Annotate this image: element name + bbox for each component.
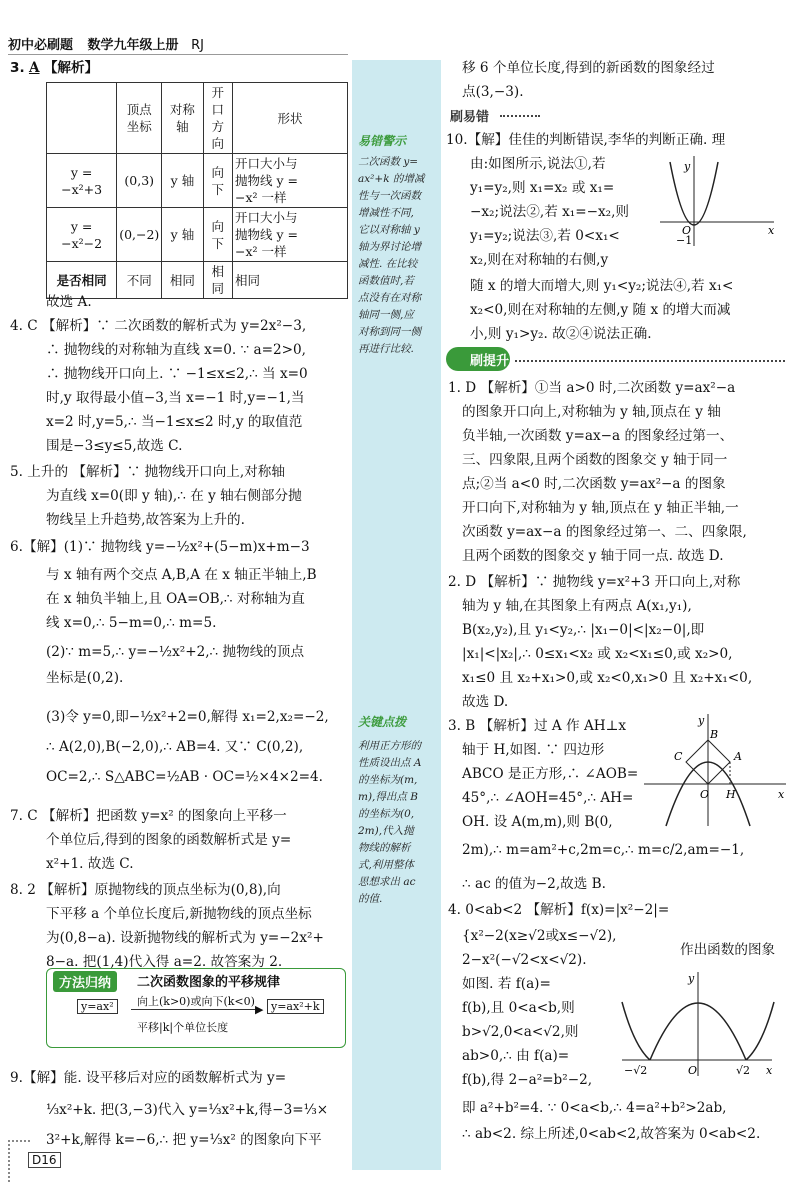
q10-line: 10.【解】佳佳的判断错误,李华的判断正确. 理 (446, 132, 726, 148)
left-line: ∴ 抛物线的对称轴为直线 x=0. ∵ a=2>0, (46, 342, 306, 358)
right-line: B(x₂,y₂),且 y₁<y₂,∴ |x₁−0|<|x₂−0|,即 (462, 622, 705, 638)
table-cell: 是否相同 (47, 262, 117, 299)
left-line: ∴ A(2,0),B(−2,0),∴ AB=4. 又∵ C(0,2), (46, 739, 304, 755)
side-note-line: 性质设出点 A (358, 757, 422, 769)
side-note-line: 性与一次函数 (358, 190, 421, 202)
right-line: x₁≤0 且 x₂+x₁>0,或 x₂<0,x₁>0 且 x₂+x₁<0, (462, 670, 753, 686)
q3-heading: 3. A 【解析】 (10, 60, 99, 76)
fig3-x-label: x (778, 788, 785, 801)
q10-line: −x₂;说法②,若 x₁=−x₂,则 (470, 204, 630, 220)
side-note-line: 它以对称轴 y (358, 224, 420, 236)
fig10-x-label: x (768, 224, 775, 237)
q10-line: y₁=y₂,则 x₁=x₂ 或 x₁= (470, 180, 615, 196)
section-dots (500, 115, 540, 117)
right-line: 的图象开口向上,对称轴为 y 轴,顶点在 y 轴 (462, 404, 721, 420)
right-line: f(b),且 0<a<b,则 (462, 1000, 575, 1016)
left-line: 3²+k,解得 k=−6,∴ 把 y=⅓x² 的图象向下平 (46, 1132, 322, 1148)
warn-text (358, 154, 438, 358)
right-line: 且两个函数的图象交 y 轴于同一点. 故选 D. (462, 548, 724, 564)
right-line: |x₁|<|x₂|,∴ 0≤x₁<x₂ 或 x₂<x₁≤0,或 x₂>0, (462, 646, 733, 662)
fig4-neg-root: −√2 (624, 1064, 648, 1077)
right-line: 轴于 H,如图. ∵ 四边形 (462, 742, 605, 758)
fig4-y-label: y (688, 972, 695, 985)
right-line: 2. D 【解析】∵ 抛物线 y=x²+3 开口向上,对称 (448, 574, 741, 590)
fig3-b: B (710, 728, 719, 741)
left-line: 7. C 【解析】把函数 y=x² 的图象向上平移一 (10, 808, 287, 824)
right-line: 2−x²(−√2<x<√2). (462, 952, 587, 968)
key-title: 关键点拨 (358, 715, 407, 729)
right-top-line: 移 6 个单位长度,得到的新函数的图象经过 (462, 60, 715, 76)
left-line: 物线呈上升趋势,故答案为上升的. (46, 512, 245, 528)
table-header-cell: 顶点 坐标 (117, 83, 162, 154)
side-note-line: 二次函数 y= (358, 156, 419, 168)
table-row (47, 208, 348, 262)
side-note-line: 轴为界讨论增 (358, 241, 421, 253)
fig4-pos-root: √2 (736, 1064, 751, 1077)
method-to: y=ax²+k (267, 999, 324, 1014)
figure-q4-parabola (618, 966, 778, 1078)
side-note-line: 思想求出 ac (358, 876, 416, 888)
method-from: y=ax² (77, 999, 118, 1014)
q10-line: 小,则 y₁>y₂. 故②④说法正确. (470, 326, 652, 342)
fig3-y-label: y (698, 714, 705, 727)
left-line: x=2 时,y=5,∴ 当−1≤x≤2 时,y 的取值范 (46, 414, 303, 430)
corner-decor (8, 1140, 30, 1182)
section-easy-errors: 刷易错 (450, 110, 490, 125)
right-line: ∴ ab<2. 综上所述,0<ab<2,故答案为 0<ab<2. (462, 1126, 761, 1142)
section-improve: 刷提升 (470, 354, 510, 369)
right-line: OH. 设 A(m,m),则 B(0, (462, 814, 613, 830)
side-note-line: ax²+k 的增减 (358, 173, 425, 185)
side-note-line: 函数值时,若 (358, 275, 414, 287)
fig3-h: H (726, 788, 736, 801)
fig3-c: C (674, 750, 683, 763)
table-cell: 向下 (203, 208, 232, 262)
side-note-line: 增减性不同, (358, 207, 414, 219)
side-note-line: 对称到同一侧 (358, 326, 421, 338)
left-line: 4. C 【解析】∵ 二次函数的解析式为 y=2x²−3, (10, 318, 307, 334)
figure-q3-square (640, 708, 790, 830)
table-cell: 开口大小与 抛物线 y = −x² 一样 (233, 154, 348, 208)
left-line: 为(0,8−a). 设新抛物线的解析式为 y=−2x²+ (46, 930, 324, 946)
right-line: 1. D 【解析】①当 a>0 时,二次函数 y=ax²−a (448, 380, 736, 396)
left-line: 6.【解】(1)∵ 抛物线 y=−½x²+(5−m)x+m−3 (10, 539, 310, 555)
page-header (8, 34, 204, 53)
left-line: (2)∵ m=5,∴ y=−½x²+2,∴ 抛物线的顶点 (46, 644, 305, 660)
side-note-line: 轴同一侧,应 (358, 309, 414, 321)
right-line: ABCO 是正方形,∴ ∠AOB= (462, 766, 639, 782)
q10-line: 由:如图所示,说法①,若 (470, 156, 606, 172)
left-line: 故选 A. (46, 294, 92, 310)
right-line: 4. 0<ab<2 【解析】f(x)=|x²−2|= (448, 902, 670, 918)
side-note-line: 利用正方形的 (358, 740, 421, 752)
table-cell: (0,−2) (117, 208, 162, 262)
table-cell: 不同 (117, 262, 162, 299)
right-line: f(b),得 2−a²=b²−2, (462, 1072, 593, 1088)
table-header-cell (47, 83, 117, 154)
left-line: 8. 2 【解析】原抛物线的顶点坐标为(0,8),向 (10, 882, 281, 898)
right-line: 故选 D. (462, 694, 509, 710)
left-line: 5. 上升的 【解析】∵ 抛物线开口向上,对称轴 (10, 464, 285, 480)
q10-line: 随 x 的增大而增大,则 y₁<y₂;说法④,若 x₁< (470, 278, 734, 294)
table-row (47, 154, 348, 208)
key-text (358, 738, 438, 908)
side-note-line: m),得出点 B (358, 791, 418, 803)
right-line: 即 a²+b²=4. ∵ 0<a<b,∴ 4=a²+b²>2ab, (462, 1100, 727, 1116)
q10-line: x₂,则在对称轴的右侧,y (470, 252, 609, 268)
fig10-minus-one: −1 (676, 234, 693, 247)
side-note-line: 减性. 在比较 (358, 258, 418, 270)
table-header-cell: 形状 (233, 83, 348, 154)
right-line: ∴ ac 的值为−2,故选 B. (462, 876, 606, 892)
right-line: 轴为 y 轴,在其图象上有两点 A(x₁,y₁), (462, 598, 692, 614)
table-cell: 向下 (203, 154, 232, 208)
table-header-cell: 对称轴 (162, 83, 203, 154)
right-line: 如图. 若 f(a)= (462, 976, 551, 992)
left-line: 下平移 a 个单位长度后,新抛物线的顶点坐标 (46, 906, 312, 922)
right-line: 2m),∴ m=am²+c,2m=c,∴ m=c/2,am=−1, (462, 842, 745, 858)
right-top-line: 点(3,−3). (462, 84, 524, 100)
side-note-line: 式,利用整体 (358, 859, 414, 871)
left-line: (3)令 y=0,即−½x²+2=0,解得 x₁=2,x₂=−2, (46, 709, 329, 725)
table-cell: 相同 (203, 262, 232, 299)
side-note-line: 物线的解析 (358, 842, 411, 854)
header-rule (8, 54, 348, 55)
fig10-origin: O (682, 224, 692, 237)
fig4-x-label: x (766, 1064, 773, 1077)
table-cell: y 轴 (162, 154, 203, 208)
side-note-line: 的值. (358, 893, 383, 905)
left-line: 在 x 轴负半轴上,且 OA=OB,∴ 对称轴为直 (46, 591, 305, 607)
arrow-head-icon: ▶ (255, 1003, 264, 1016)
right-line: 3. B 【解析】过 A 作 AH⊥x (448, 718, 627, 734)
method-title: 二次函数图象的平移规律 (137, 975, 281, 990)
page-number: D16 (28, 1152, 61, 1168)
left-line: OC=2,∴ S△ABC=½AB · OC=½×4×2=4. (46, 769, 323, 785)
left-line: x²+1. 故选 C. (46, 856, 134, 872)
side-note-line: 的坐标为(m, (358, 774, 418, 786)
table-cell: y = −x²−2 (47, 208, 117, 262)
fig4-origin: O (688, 1064, 698, 1077)
fig10-y-label: y (684, 160, 691, 173)
q10-line: y₁=y₂;说法③,若 0<x₁< (470, 228, 620, 244)
table-cell: 开口大小与 抛物线 y = −x² 一样 (233, 208, 348, 262)
right-line: {x²−2(x≥√2或x≤−√2), (462, 928, 617, 944)
side-note-line: 点没有在对称 (358, 292, 421, 304)
fig3-origin: O (700, 788, 710, 801)
figure-q10-parabola (656, 150, 780, 250)
side-note-line: 再进行比较. (358, 343, 414, 355)
section-dots-2 (515, 360, 785, 362)
left-line: 线 x=0,∴ 5−m=0,∴ m=5. (46, 615, 217, 631)
left-line: 为直线 x=0(即 y 轴),∴ 在 y 轴右侧部分抛 (46, 488, 302, 504)
q10-line: x₂<0,则在对称轴的左侧,y 随 x 的增大而减 (470, 302, 731, 318)
method-box (46, 968, 346, 1048)
method-arrow-text: 向上(k>0)或向下(k<0) (137, 995, 255, 1008)
table-header-cell: 开口 方向 (203, 83, 232, 154)
method-arrow (131, 1009, 259, 1010)
fig3-a: A (734, 750, 742, 763)
left-line: 9.【解】能. 设平移后对应的函数解析式为 y= (10, 1070, 287, 1086)
left-line: 坐标是(0,2). (46, 670, 124, 686)
series-name: 初中必刷题 (8, 38, 74, 53)
left-line: 个单位后,得到的图象的函数解析式是 y= (46, 832, 292, 848)
right-line: 45°,∴ ∠AOH=45°,∴ AH= (462, 790, 634, 806)
right-line: 点;②当 a<0 时,二次函数 y=ax²−a 的图象 (462, 476, 726, 492)
left-line: 8−a. 把(1,4)代入得 a=2. 故答案为 2. (46, 954, 283, 970)
side-note-line: 的坐标为(0, (358, 808, 415, 820)
method-bottom: 平移|k|个单位长度 (137, 1021, 229, 1034)
left-line: 与 x 轴有两个交点 A,B,A 在 x 轴正半轴上,B (46, 567, 317, 583)
comparison-table (46, 82, 348, 299)
table-cell: y 轴 (162, 208, 203, 262)
table-cell: 相同 (162, 262, 203, 299)
left-line: 围是−3≤y≤5,故选 C. (46, 438, 183, 454)
right-line: ab>0,∴ 由 f(a)= (462, 1048, 570, 1064)
method-label: 方法归纳 (53, 971, 117, 992)
right-line: 开口向下,对称轴为 y 轴,顶点在 y 轴正半轴,一 (462, 500, 739, 516)
table-cell: y = −x²+3 (47, 154, 117, 208)
table-cell: (0,3) (117, 154, 162, 208)
side-note-line: 2m),代入抛 (358, 825, 414, 837)
table-cell: 相同 (233, 262, 348, 299)
right-line: 三、四象限,且两个函数的图象交 y 轴于同一 (462, 452, 728, 468)
left-line: ⅓x²+k. 把(3,−3)代入 y=⅓x²+k,得−3=⅓× (46, 1102, 329, 1118)
left-line: 时,y 取得最小值−3,当 x=−1 时,y=−1,当 (46, 390, 305, 406)
right-line: 次函数 y=ax−a 的图象经过第一、二、四象限, (462, 524, 747, 540)
warn-title: 易错警示 (358, 134, 407, 148)
book-title: 数学九年级上册 (87, 38, 179, 53)
left-line: ∴ 抛物线开口向上. ∵ −1≤x≤2,∴ 当 x=0 (46, 366, 308, 382)
right-line: 作出函数的图象 (680, 942, 776, 958)
right-line: b>√2,0<a<√2,则 (462, 1024, 579, 1040)
right-line: 负半轴,一次函数 y=ax−a 的图象经过第一、 (462, 428, 734, 444)
edition: RJ (191, 38, 204, 53)
